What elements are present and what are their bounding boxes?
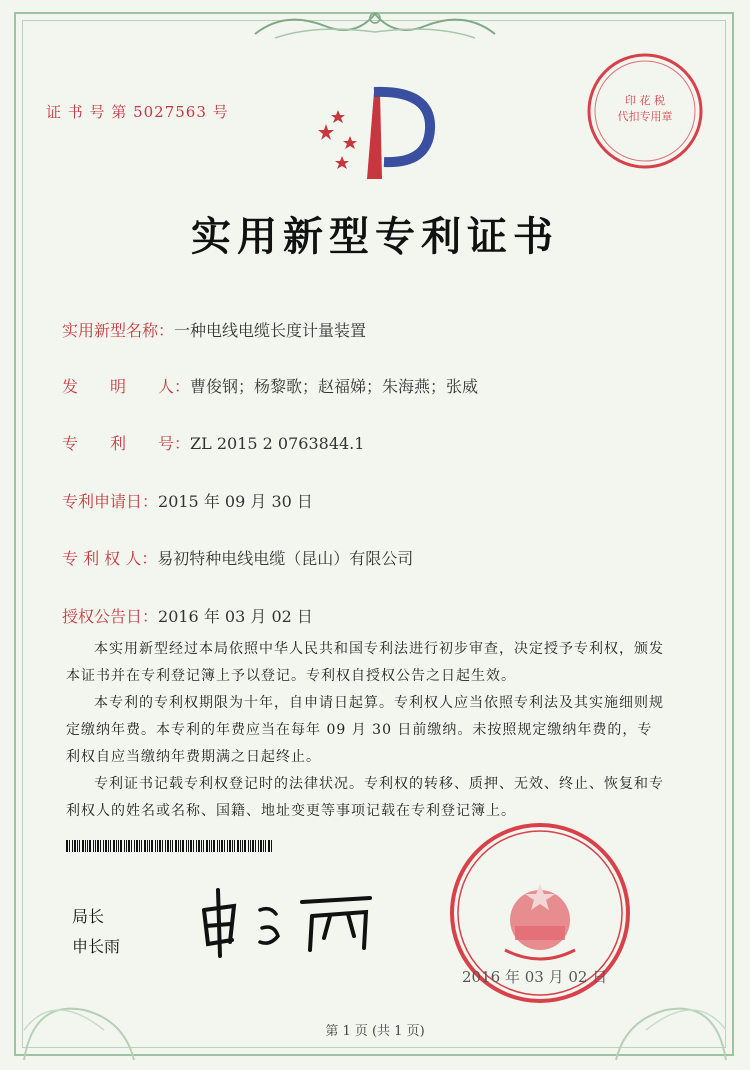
barcode-bar xyxy=(141,840,142,852)
barcode-bar xyxy=(110,840,111,852)
barcode-bar xyxy=(196,840,197,852)
barcode-bar xyxy=(221,840,223,852)
barcode-bar xyxy=(167,840,169,852)
body-paragraph: 本实用新型经过本局依照中华人民共和国专利法进行初步审查，决定授予专利权，颁发本证书并在专利登记簿上予以登记。专利权自授权公告之日起生效。 xyxy=(66,641,664,684)
barcode-bar xyxy=(126,840,127,852)
barcode-bar xyxy=(165,840,166,852)
barcode-bar xyxy=(227,840,228,852)
patentee-field xyxy=(62,546,413,569)
barcode-bar xyxy=(182,840,184,852)
barcode-bar xyxy=(77,840,78,852)
barcode-bar xyxy=(188,840,189,852)
patentee-value: 易初特种电线电缆（昆山）有限公司 xyxy=(157,549,414,568)
barcode-bar xyxy=(97,840,99,852)
barcode-bar xyxy=(151,840,153,852)
issue-date: 2016 年 03 月 02 日 xyxy=(462,968,608,986)
page-number: 第 1 页 (共 1 页) xyxy=(325,1024,425,1039)
body-paragraph: 本专利的专利权期限为十年，自申请日起算。专利权人应当依照专利法及其实施细则规定缴纳年费。本专利的年费应当在每年 09 月 30 日前缴纳。未按照规定缴纳年费的，专利权自应当缴纳年费期满之日起终止。 xyxy=(66,695,664,765)
patent-number-value: ZL 2015 2 0763844.1 xyxy=(190,434,365,453)
barcode-bar xyxy=(260,840,262,852)
barcode-bar xyxy=(72,840,73,852)
barcode-bar xyxy=(93,840,94,852)
barcode-bar xyxy=(147,840,148,852)
barcode-bar xyxy=(248,840,249,852)
barcode-bar xyxy=(213,840,215,852)
utility-model-name-value: 一种电线电缆长度计量装置 xyxy=(174,321,367,340)
barcode-bar xyxy=(180,840,181,852)
barcode-bar xyxy=(95,840,96,852)
filing-date-value: 2015 年 09 月 30 日 xyxy=(158,492,313,511)
barcode-bar xyxy=(258,840,259,852)
barcode-bar xyxy=(144,840,146,852)
barcode xyxy=(66,840,272,852)
barcode-bar xyxy=(74,840,76,852)
barcode-bar xyxy=(120,840,122,852)
barcode-bar xyxy=(85,840,86,852)
barcode-bar xyxy=(89,840,91,852)
barcode-bar xyxy=(250,840,251,852)
patentee-label: 专 利 权 人： xyxy=(62,549,158,568)
patent-number-field xyxy=(62,431,364,454)
barcode-bar xyxy=(116,840,117,852)
barcode-bar xyxy=(136,840,138,852)
barcode-bar xyxy=(128,840,130,852)
director-name: 申长雨 xyxy=(72,937,121,956)
barcode-bar xyxy=(139,840,140,852)
inventor-field xyxy=(62,374,478,397)
certificate-title: 实用新型专利证书 xyxy=(191,213,559,260)
inventor-label: 发 明 人： xyxy=(62,377,191,396)
patent-office-emblem xyxy=(312,84,442,184)
barcode-bar xyxy=(268,840,270,852)
utility-model-name-field xyxy=(62,318,366,341)
barcode-bar xyxy=(175,840,177,852)
barcode-bar xyxy=(237,840,239,852)
barcode-bar xyxy=(255,840,256,852)
barcode-bar xyxy=(79,840,80,852)
barcode-bar xyxy=(229,840,231,852)
barcode-bar xyxy=(206,840,208,852)
barcode-bar xyxy=(219,840,220,852)
utility-model-name-label: 实用新型名称： xyxy=(62,321,175,340)
certificate-body xyxy=(66,636,666,825)
barcode-bar xyxy=(87,840,88,852)
barcode-bar xyxy=(100,840,101,852)
barcode-bar xyxy=(170,840,171,852)
barcode-bar xyxy=(124,840,125,852)
barcode-bar xyxy=(271,840,272,852)
barcode-bar xyxy=(103,840,104,852)
barcode-bar xyxy=(201,840,202,852)
barcode-bar xyxy=(211,840,212,852)
barcode-bar xyxy=(131,840,132,852)
barcode-bar xyxy=(252,840,254,852)
filing-date-label: 专利申请日： xyxy=(62,492,159,511)
grant-date-value: 2016 年 03 月 02 日 xyxy=(158,607,313,626)
barcode-bar xyxy=(172,840,173,852)
barcode-bar xyxy=(232,840,233,852)
director-signature xyxy=(190,880,390,960)
certificate-number: 证 书 号 第 5027563 号 xyxy=(46,103,229,121)
barcode-bar xyxy=(178,840,179,852)
svg-text:印 花 税: 印 花 税 xyxy=(625,94,665,107)
barcode-bar xyxy=(224,840,225,852)
barcode-bar xyxy=(159,840,161,852)
barcode-bar xyxy=(244,840,246,852)
barcode-bar xyxy=(186,840,187,852)
filing-date-field xyxy=(62,489,313,512)
body-paragraph: 专利证书记载专利权登记时的法律状况。专利权的转移、质押、无效、终止、恢复和专利权人的姓名或名称、国籍、地址变更等事项记载在专利登记簿上。 xyxy=(66,776,664,819)
grant-date-field xyxy=(62,604,313,627)
svg-text:代扣专用章: 代扣专用章 xyxy=(617,110,673,123)
barcode-bar xyxy=(155,840,156,852)
barcode-bar xyxy=(203,840,204,852)
inventor-value: 曹俊钢；杨黎歌；赵福娣；朱海燕；张威 xyxy=(190,377,479,396)
barcode-bar xyxy=(134,840,135,852)
barcode-bar xyxy=(217,840,218,852)
barcode-bar xyxy=(162,840,163,852)
barcode-bar xyxy=(82,840,84,852)
agency-seal xyxy=(580,46,710,176)
patent-number-label: 专 利 号： xyxy=(62,434,191,453)
barcode-bar xyxy=(242,840,243,852)
barcode-bar xyxy=(105,840,107,852)
barcode-bar xyxy=(240,840,241,852)
barcode-bar xyxy=(209,840,210,852)
barcode-bar xyxy=(69,840,70,852)
barcode-bar xyxy=(263,840,264,852)
barcode-bar xyxy=(157,840,158,852)
barcode-bar xyxy=(108,840,109,852)
barcode-bar xyxy=(66,840,68,852)
barcode-bar xyxy=(118,840,119,852)
barcode-bar xyxy=(198,840,200,852)
barcode-bar xyxy=(149,840,150,852)
grant-date-label: 授权公告日： xyxy=(62,607,159,626)
director-title: 局长 xyxy=(72,907,105,926)
barcode-bar xyxy=(190,840,192,852)
barcode-bar xyxy=(193,840,194,852)
barcode-bar xyxy=(265,840,266,852)
barcode-bar xyxy=(234,840,235,852)
top-ornament xyxy=(245,4,505,48)
barcode-bar xyxy=(113,840,115,852)
